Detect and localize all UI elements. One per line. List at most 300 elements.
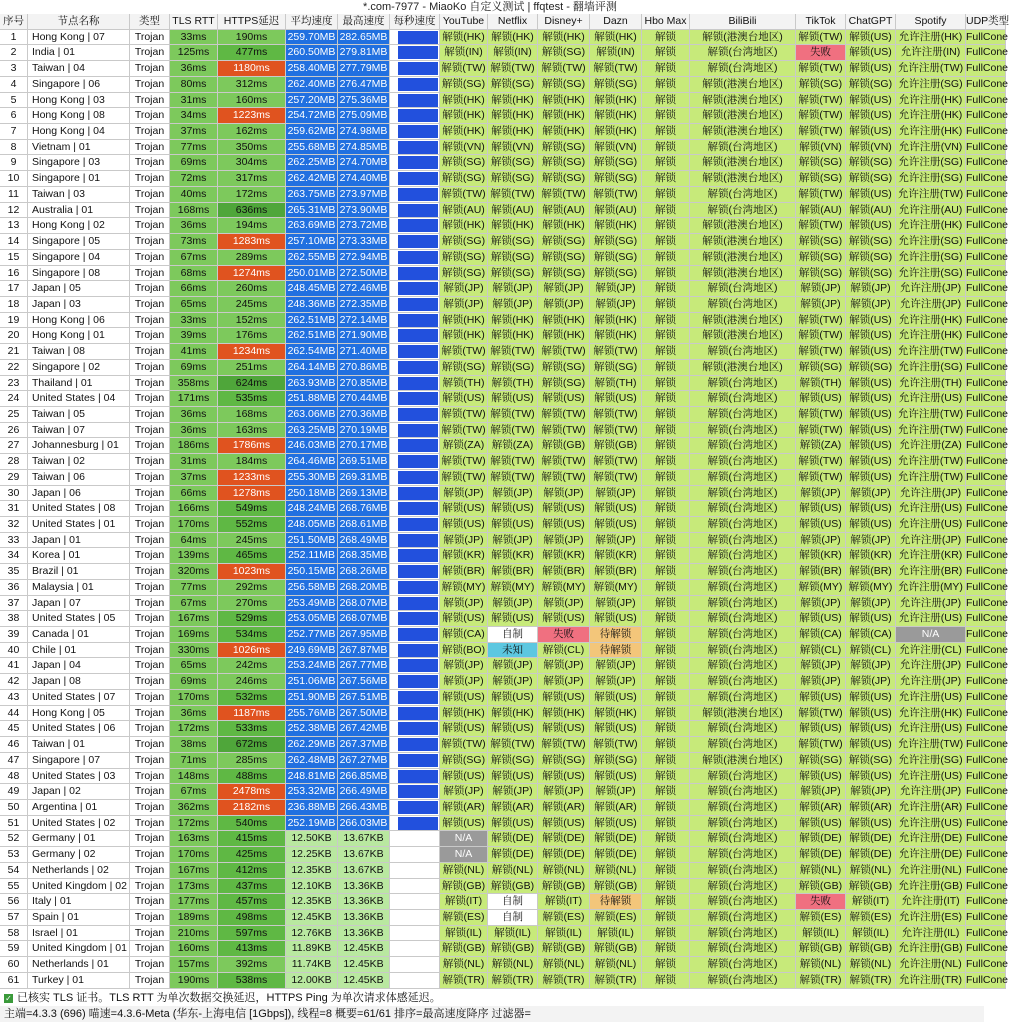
avg-speed-cell: 248.24MB: [286, 501, 338, 517]
chatgpt-cell: 解锁(NL): [846, 863, 896, 879]
speed-bar: [398, 817, 438, 830]
chatgpt-cell: 解锁(US): [846, 737, 896, 753]
netflix-cell: 解锁(TW): [488, 737, 538, 753]
per-sec-speed-cell: [390, 266, 440, 282]
per-sec-speed-cell: [390, 45, 440, 61]
speed-bar: [398, 235, 438, 248]
tls-rtt-cell: 36ms: [170, 706, 218, 722]
header-hbo-max[interactable]: Hbo Max: [642, 14, 690, 30]
spotify-cell: 允许注册(TW): [896, 423, 966, 439]
bilibili-cell: 解锁(港澳台地区): [690, 250, 796, 266]
max-speed-cell: 267.77MB: [338, 658, 390, 674]
tiktok-cell: 解锁(TW): [796, 706, 846, 722]
netflix-cell: 解锁(AR): [488, 800, 538, 816]
speed-bar: [398, 408, 438, 421]
node-name-cell: United States | 04: [28, 391, 130, 407]
udp-type-cell: FullCone: [966, 407, 1006, 423]
avg-speed-cell: 254.72MB: [286, 108, 338, 124]
tls-rtt-cell: 189ms: [170, 910, 218, 926]
youtube-cell: 解锁(TW): [440, 61, 488, 77]
bilibili-cell: 解锁(台湾地区): [690, 737, 796, 753]
chatgpt-cell: 解锁(SG): [846, 753, 896, 769]
max-speed-cell: 268.07MB: [338, 611, 390, 627]
bilibili-cell: 解锁(台湾地区): [690, 973, 796, 989]
bilibili-cell: 解锁(港澳台地区): [690, 753, 796, 769]
tls-rtt-cell: 77ms: [170, 580, 218, 596]
chatgpt-cell: 解锁(AR): [846, 800, 896, 816]
max-speed-cell: 268.26MB: [338, 564, 390, 580]
per-sec-speed-cell: [390, 816, 440, 832]
index-cell: 15: [0, 250, 28, 266]
tls-rtt-cell: 125ms: [170, 45, 218, 61]
disney-cell: 解锁(GB): [538, 941, 590, 957]
bilibili-cell: 解锁(台湾地区): [690, 203, 796, 219]
header-node-name[interactable]: 节点名称: [28, 14, 130, 30]
bilibili-cell: 解锁(台湾地区): [690, 879, 796, 895]
per-sec-speed-cell: [390, 611, 440, 627]
tiktok-cell: 解锁(TW): [796, 93, 846, 109]
avg-speed-cell: 248.45MB: [286, 281, 338, 297]
type-cell: Trojan: [130, 281, 170, 297]
bilibili-cell: 解锁(台湾地区): [690, 894, 796, 910]
tls-rtt-cell: 69ms: [170, 360, 218, 376]
udp-type-cell: FullCone: [966, 297, 1006, 313]
tiktok-cell: 解锁(SG): [796, 250, 846, 266]
tls-rtt-cell: 37ms: [170, 124, 218, 140]
udp-type-cell: FullCone: [966, 124, 1006, 140]
youtube-cell: 解锁(HK): [440, 93, 488, 109]
per-sec-speed-cell: [390, 800, 440, 816]
disney-cell: 解锁(HK): [538, 108, 590, 124]
https-latency-cell: 538ms: [218, 973, 286, 989]
max-speed-cell: 12.45KB: [338, 941, 390, 957]
chatgpt-cell: 解锁(GB): [846, 879, 896, 895]
index-cell: 20: [0, 328, 28, 344]
hbo-max-cell: 解锁: [642, 627, 690, 643]
youtube-cell: 解锁(JP): [440, 596, 488, 612]
spotify-cell: 允许注册(AR): [896, 800, 966, 816]
udp-type-cell: FullCone: [966, 627, 1006, 643]
header-disney[interactable]: Disney+: [538, 14, 590, 30]
header-youtube[interactable]: YouTube: [440, 14, 488, 30]
per-sec-speed-cell: [390, 879, 440, 895]
netflix-cell: 解锁(TW): [488, 407, 538, 423]
avg-speed-cell: 12.00KB: [286, 973, 338, 989]
speed-bar: [398, 62, 438, 75]
header-type[interactable]: 类型: [130, 14, 170, 30]
bilibili-cell: 解锁(台湾地区): [690, 580, 796, 596]
tls-rtt-cell: 210ms: [170, 926, 218, 942]
udp-type-cell: FullCone: [966, 140, 1006, 156]
hbo-max-cell: 解锁: [642, 140, 690, 156]
disney-cell: 解锁(US): [538, 721, 590, 737]
https-latency-cell: 636ms: [218, 203, 286, 219]
type-cell: Trojan: [130, 45, 170, 61]
udp-type-cell: FullCone: [966, 548, 1006, 564]
udp-type-cell: FullCone: [966, 234, 1006, 250]
avg-speed-cell: 246.03MB: [286, 438, 338, 454]
hbo-max-cell: 解锁: [642, 548, 690, 564]
max-speed-cell: 282.65MB: [338, 30, 390, 46]
udp-type-cell: FullCone: [966, 108, 1006, 124]
speed-bar: [398, 141, 438, 154]
https-latency-cell: 457ms: [218, 894, 286, 910]
per-sec-speed-cell: [390, 124, 440, 140]
max-speed-cell: 270.36MB: [338, 407, 390, 423]
chatgpt-cell: 解锁(US): [846, 454, 896, 470]
index-cell: 5: [0, 93, 28, 109]
dazn-cell: 解锁(SG): [590, 155, 642, 171]
max-speed-cell: 267.27MB: [338, 753, 390, 769]
type-cell: Trojan: [130, 77, 170, 93]
hbo-max-cell: 解锁: [642, 658, 690, 674]
per-sec-speed-cell: [390, 155, 440, 171]
spotify-cell: 允许注册(HK): [896, 108, 966, 124]
youtube-cell: 解锁(US): [440, 721, 488, 737]
bilibili-cell: 解锁(港澳台地区): [690, 171, 796, 187]
hbo-max-cell: 解锁: [642, 470, 690, 486]
avg-speed-cell: 250.01MB: [286, 266, 338, 282]
disney-cell: 解锁(JP): [538, 533, 590, 549]
node-name-cell: United States | 03: [28, 769, 130, 785]
header-max-speed[interactable]: 最高速度: [338, 14, 390, 30]
youtube-cell: 解锁(TW): [440, 470, 488, 486]
index-cell: 14: [0, 234, 28, 250]
udp-type-cell: FullCone: [966, 957, 1006, 973]
bilibili-cell: 解锁(台湾地区): [690, 690, 796, 706]
tiktok-cell: 解锁(ES): [796, 910, 846, 926]
per-sec-speed-cell: [390, 910, 440, 926]
avg-speed-cell: 249.69MB: [286, 643, 338, 659]
avg-speed-cell: 263.93MB: [286, 376, 338, 392]
netflix-cell: 解锁(KR): [488, 548, 538, 564]
tiktok-cell: 解锁(SG): [796, 266, 846, 282]
per-sec-speed-cell: [390, 108, 440, 124]
speed-bar: [398, 581, 438, 594]
udp-type-cell: FullCone: [966, 863, 1006, 879]
youtube-cell: 解锁(JP): [440, 533, 488, 549]
netflix-cell: 解锁(JP): [488, 784, 538, 800]
header-tiktok[interactable]: TikTok: [796, 14, 846, 30]
header-avg-speed[interactable]: 平均速度: [286, 14, 338, 30]
udp-type-cell: FullCone: [966, 438, 1006, 454]
node-name-cell: Singapore | 06: [28, 77, 130, 93]
avg-speed-cell: 263.25MB: [286, 423, 338, 439]
header-udp-type[interactable]: UDP类型: [966, 14, 1006, 30]
node-name-cell: United States | 05: [28, 611, 130, 627]
node-name-cell: Singapore | 01: [28, 171, 130, 187]
tls-rtt-cell: 167ms: [170, 611, 218, 627]
dazn-cell: 解锁(TW): [590, 454, 642, 470]
hbo-max-cell: 解锁: [642, 784, 690, 800]
tiktok-cell: 解锁(TH): [796, 376, 846, 392]
netflix-cell: 解锁(HK): [488, 93, 538, 109]
max-speed-cell: 279.81MB: [338, 45, 390, 61]
spotify-cell: 允许注册(SG): [896, 77, 966, 93]
disney-cell: 解锁(HK): [538, 218, 590, 234]
index-cell: 9: [0, 155, 28, 171]
https-latency-cell: 176ms: [218, 328, 286, 344]
node-name-cell: Johannesburg | 01: [28, 438, 130, 454]
tls-rtt-cell: 170ms: [170, 847, 218, 863]
chatgpt-cell: 解锁(IL): [846, 926, 896, 942]
netflix-cell: 解锁(DE): [488, 847, 538, 863]
type-cell: Trojan: [130, 784, 170, 800]
dazn-cell: 解锁(JP): [590, 297, 642, 313]
spotify-cell: 允许注册(NL): [896, 863, 966, 879]
tiktok-cell: 解锁(JP): [796, 486, 846, 502]
per-sec-speed-cell: [390, 360, 440, 376]
dazn-cell: 解锁(IL): [590, 926, 642, 942]
tiktok-cell: 解锁(US): [796, 501, 846, 517]
speed-bar: [398, 282, 438, 295]
bilibili-cell: 解锁(港澳台地区): [690, 328, 796, 344]
youtube-cell: 解锁(HK): [440, 30, 488, 46]
type-cell: Trojan: [130, 706, 170, 722]
bilibili-cell: 解锁(港澳台地区): [690, 30, 796, 46]
hbo-max-cell: 解锁: [642, 155, 690, 171]
speed-bar: [398, 31, 438, 44]
dazn-cell: 解锁(TW): [590, 470, 642, 486]
dazn-cell: 解锁(HK): [590, 706, 642, 722]
udp-type-cell: FullCone: [966, 470, 1006, 486]
netflix-cell: 解锁(HK): [488, 706, 538, 722]
youtube-cell: 解锁(IN): [440, 45, 488, 61]
netflix-cell: 解锁(SG): [488, 360, 538, 376]
index-cell: 45: [0, 721, 28, 737]
tiktok-cell: 解锁(IL): [796, 926, 846, 942]
speed-bar: [398, 314, 438, 327]
youtube-cell: 解锁(SG): [440, 250, 488, 266]
tls-rtt-cell: 66ms: [170, 486, 218, 502]
node-name-cell: Hong Kong | 02: [28, 218, 130, 234]
netflix-cell: 解锁(JP): [488, 297, 538, 313]
type-cell: Trojan: [130, 203, 170, 219]
spotify-cell: 允许注册(JP): [896, 281, 966, 297]
disney-cell: 解锁(SG): [538, 376, 590, 392]
header-dazn[interactable]: Dazn: [590, 14, 642, 30]
https-latency-cell: 529ms: [218, 611, 286, 627]
bilibili-cell: 解锁(台湾地区): [690, 548, 796, 564]
https-latency-cell: 2182ms: [218, 800, 286, 816]
disney-cell: 解锁(SG): [538, 360, 590, 376]
hbo-max-cell: 解锁: [642, 250, 690, 266]
header-tls-rtt[interactable]: TLS RTT: [170, 14, 218, 30]
hbo-max-cell: 解锁: [642, 831, 690, 847]
hbo-max-cell: 解锁: [642, 879, 690, 895]
dazn-cell: 解锁(JP): [590, 533, 642, 549]
netflix-cell: 解锁(JP): [488, 533, 538, 549]
udp-type-cell: FullCone: [966, 266, 1006, 282]
index-cell: 32: [0, 517, 28, 533]
youtube-cell: 解锁(US): [440, 517, 488, 533]
avg-speed-cell: 259.70MB: [286, 30, 338, 46]
speed-bar: [398, 785, 438, 798]
tls-rtt-cell: 166ms: [170, 501, 218, 517]
dazn-cell: 解锁(GB): [590, 438, 642, 454]
header-index[interactable]: 序号: [0, 14, 28, 30]
max-speed-cell: 273.33MB: [338, 234, 390, 250]
type-cell: Trojan: [130, 360, 170, 376]
udp-type-cell: FullCone: [966, 580, 1006, 596]
spotify-cell: 允许注册(JP): [896, 658, 966, 674]
header-per-sec-speed[interactable]: 每秒速度: [390, 14, 440, 30]
type-cell: Trojan: [130, 894, 170, 910]
tls-rtt-cell: 31ms: [170, 93, 218, 109]
type-cell: Trojan: [130, 941, 170, 957]
per-sec-speed-cell: [390, 313, 440, 329]
spotify-cell: 允许注册(TR): [896, 973, 966, 989]
bilibili-cell: 解锁(台湾地区): [690, 596, 796, 612]
udp-type-cell: FullCone: [966, 328, 1006, 344]
tiktok-cell: 解锁(TW): [796, 344, 846, 360]
speed-bar: [398, 534, 438, 547]
node-name-cell: Taiwan | 01: [28, 737, 130, 753]
hbo-max-cell: 解锁: [642, 910, 690, 926]
netflix-cell: 解锁(SG): [488, 266, 538, 282]
tiktok-cell: 解锁(VN): [796, 140, 846, 156]
header-https-latency[interactable]: HTTPS延迟: [218, 14, 286, 30]
chatgpt-cell: 解锁(NL): [846, 957, 896, 973]
index-cell: 42: [0, 674, 28, 690]
tiktok-cell: 解锁(US): [796, 517, 846, 533]
spotify-cell: 允许注册(SG): [896, 250, 966, 266]
speed-bar: [398, 738, 438, 751]
spotify-cell: 允许注册(TW): [896, 344, 966, 360]
max-speed-cell: 272.46MB: [338, 281, 390, 297]
max-speed-cell: 269.31MB: [338, 470, 390, 486]
speed-bar: [398, 612, 438, 625]
header-chatgpt[interactable]: ChatGPT: [846, 14, 896, 30]
avg-speed-cell: 250.15MB: [286, 564, 338, 580]
bilibili-cell: 解锁(台湾地区): [690, 721, 796, 737]
node-name-cell: Taiwan | 04: [28, 61, 130, 77]
spotify-cell: 允许注册(SG): [896, 234, 966, 250]
max-speed-cell: 268.20MB: [338, 580, 390, 596]
bilibili-cell: 解锁(港澳台地区): [690, 706, 796, 722]
chatgpt-cell: 解锁(US): [846, 517, 896, 533]
youtube-cell: 解锁(US): [440, 611, 488, 627]
youtube-cell: 解锁(TH): [440, 376, 488, 392]
avg-speed-cell: 253.05MB: [286, 611, 338, 627]
netflix-cell: 解锁(US): [488, 391, 538, 407]
disney-cell: 解锁(JP): [538, 658, 590, 674]
node-name-cell: Israel | 01: [28, 926, 130, 942]
spotify-cell: 允许注册(SG): [896, 155, 966, 171]
max-speed-cell: 274.85MB: [338, 140, 390, 156]
chatgpt-cell: 解锁(JP): [846, 281, 896, 297]
type-cell: Trojan: [130, 580, 170, 596]
per-sec-speed-cell: [390, 438, 440, 454]
avg-speed-cell: 255.68MB: [286, 140, 338, 156]
chatgpt-cell: 解锁(US): [846, 187, 896, 203]
chatgpt-cell: 解锁(SG): [846, 360, 896, 376]
chatgpt-cell: 解锁(US): [846, 470, 896, 486]
index-cell: 2: [0, 45, 28, 61]
netflix-cell: 未知: [488, 643, 538, 659]
disney-cell: 解锁(SG): [538, 234, 590, 250]
https-latency-cell: 477ms: [218, 45, 286, 61]
max-speed-cell: 270.86MB: [338, 360, 390, 376]
spotify-cell: 允许注册(TW): [896, 407, 966, 423]
speed-bar: [398, 549, 438, 562]
dazn-cell: 解锁(JP): [590, 281, 642, 297]
bilibili-cell: 解锁(台湾地区): [690, 187, 796, 203]
tiktok-cell: 解锁(DE): [796, 831, 846, 847]
header-netflix[interactable]: Netflix: [488, 14, 538, 30]
per-sec-speed-cell: [390, 721, 440, 737]
avg-speed-cell: 265.31MB: [286, 203, 338, 219]
dazn-cell: 解锁(HK): [590, 218, 642, 234]
bilibili-cell: 解锁(台湾地区): [690, 831, 796, 847]
type-cell: Trojan: [130, 61, 170, 77]
tiktok-cell: 失败: [796, 45, 846, 61]
hbo-max-cell: 解锁: [642, 769, 690, 785]
spotify-cell: 允许注册(TH): [896, 376, 966, 392]
index-cell: 48: [0, 769, 28, 785]
disney-cell: 解锁(JP): [538, 281, 590, 297]
chatgpt-cell: 解锁(US): [846, 611, 896, 627]
max-speed-cell: 272.14MB: [338, 313, 390, 329]
tiktok-cell: 解锁(TW): [796, 108, 846, 124]
spotify-cell: 允许注册(SG): [896, 171, 966, 187]
youtube-cell: N/A: [440, 847, 488, 863]
chatgpt-cell: 解锁(VN): [846, 140, 896, 156]
youtube-cell: 解锁(IT): [440, 894, 488, 910]
avg-speed-cell: 250.18MB: [286, 486, 338, 502]
tiktok-cell: 解锁(DE): [796, 847, 846, 863]
dazn-cell: 解锁(US): [590, 391, 642, 407]
node-name-cell: Singapore | 04: [28, 250, 130, 266]
chatgpt-cell: 解锁(SG): [846, 155, 896, 171]
hbo-max-cell: 解锁: [642, 77, 690, 93]
netflix-cell: 解锁(NL): [488, 863, 538, 879]
dazn-cell: 解锁(SG): [590, 77, 642, 93]
index-cell: 53: [0, 847, 28, 863]
youtube-cell: 解锁(US): [440, 391, 488, 407]
https-latency-cell: 242ms: [218, 658, 286, 674]
check-icon: ✓: [5, 994, 12, 1003]
chatgpt-cell: 解锁(US): [846, 45, 896, 61]
netflix-cell: 解锁(US): [488, 816, 538, 832]
udp-type-cell: FullCone: [966, 423, 1006, 439]
netflix-cell: 解锁(SG): [488, 250, 538, 266]
youtube-cell: 解锁(SG): [440, 266, 488, 282]
per-sec-speed-cell: [390, 140, 440, 156]
header-spotify[interactable]: Spotify: [896, 14, 966, 30]
per-sec-speed-cell: [390, 658, 440, 674]
per-sec-speed-cell: [390, 203, 440, 219]
type-cell: Trojan: [130, 737, 170, 753]
https-latency-cell: 1234ms: [218, 344, 286, 360]
youtube-cell: 解锁(AR): [440, 800, 488, 816]
header-bilibili[interactable]: BiliBili: [690, 14, 796, 30]
hbo-max-cell: 解锁: [642, 376, 690, 392]
index-cell: 61: [0, 973, 28, 989]
type-cell: Trojan: [130, 124, 170, 140]
per-sec-speed-cell: [390, 596, 440, 612]
netflix-cell: 解锁(JP): [488, 658, 538, 674]
netflix-cell: 解锁(TR): [488, 973, 538, 989]
udp-type-cell: FullCone: [966, 737, 1006, 753]
avg-speed-cell: 258.40MB: [286, 61, 338, 77]
index-cell: 36: [0, 580, 28, 596]
udp-type-cell: FullCone: [966, 344, 1006, 360]
dazn-cell: 解锁(JP): [590, 658, 642, 674]
node-name-cell: Japan | 07: [28, 596, 130, 612]
youtube-cell: 解锁(JP): [440, 658, 488, 674]
per-sec-speed-cell: [390, 234, 440, 250]
